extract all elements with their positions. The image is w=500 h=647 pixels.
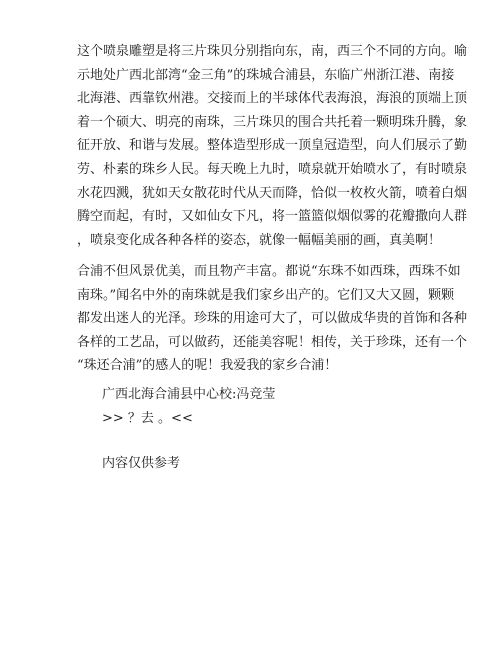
signature-mark: >> ？去 。<< — [102, 411, 193, 426]
author-signature: 广西北海合浦县中心校:冯竞莹 — [102, 387, 276, 402]
paragraph-line: 劳、朴素的珠乡人民。每天晚上九时，喷泉就开始喷水了，有时喷泉 — [77, 161, 468, 177]
paragraph-line: 北海港、西靠钦州港。交接而上的半球体代表海浪，海浪的顶端上顶 — [77, 91, 468, 107]
paragraph-line: 都发出迷人的光泽。珍珠的用途可大了，可以做成华贵的首饰和各种 — [77, 311, 468, 327]
paragraph-line: 征开放、和谐与发展。整体造型形成一顶皇冠造型，向人们展示了勤 — [77, 138, 468, 154]
paragraph-line: 腾空而起，有时，又如仙女下凡，将一篮篮似烟似雾的花瓣撒向人群 — [77, 209, 468, 225]
paragraph-line: 南珠。”闻名中外的南珠就是我们家乡出产的。它们又大又圆，颗颗 — [77, 287, 455, 303]
paragraph-line: 水花四溅，犹如天女散花时代从天而降，恰似一枚枚火箭，喷着白烟 — [77, 185, 468, 201]
paragraph-line: 这个喷泉雕塑是将三片珠贝分别指向东，南，西三个不同的方向。喻 — [77, 44, 468, 59]
paragraph-line: “珠还合浦”的感人的呢！我爱我的家乡合浦！ — [77, 358, 338, 374]
paragraph-line: 各样的工艺品，可以做药，还能美容呢！相传，关于珍珠，还有一个 — [77, 334, 468, 350]
paragraph-line: ，喷泉变化成各种各样的姿态，就像一幅幅美丽的画，真美啊！ — [77, 232, 442, 248]
paragraph-pearls — [77, 260, 468, 378]
paragraph-fountain — [77, 40, 468, 252]
footer-note: 内容仅供参考 — [102, 456, 181, 471]
paragraph-line: 示地处广西北部湾“金三角”的珠城合浦县，东临广州浙江港、南接 — [77, 67, 455, 83]
paragraph-line: 合浦不但风景优美，而且物产丰富。都说“东珠不如西珠，西珠不如 — [77, 264, 461, 279]
paragraph-line: 着一个硕大、明亮的南珠，三片珠贝的围合共托着一颗明珠升腾，象 — [77, 114, 468, 130]
